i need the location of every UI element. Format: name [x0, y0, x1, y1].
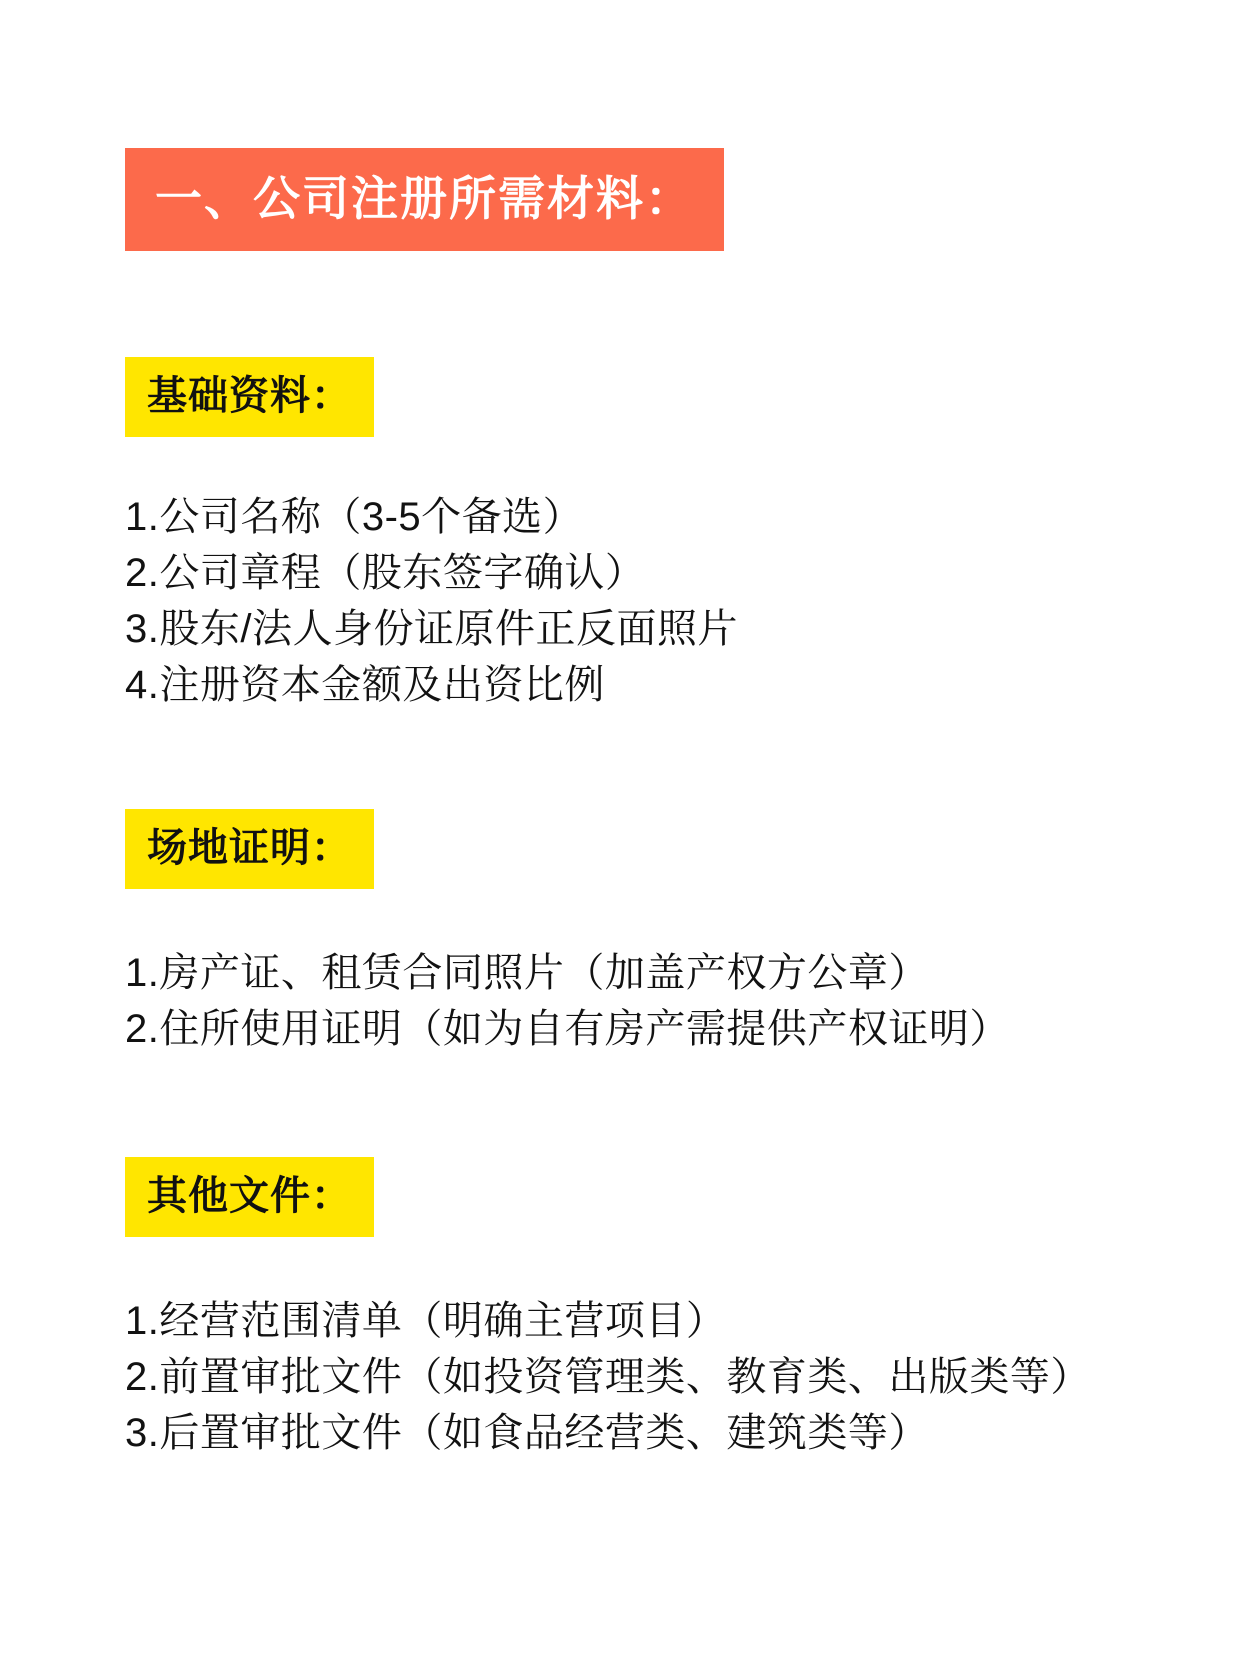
list-item: 1.公司名称（3-5个备选）	[125, 495, 584, 539]
list-item: 4.注册资本金额及出资比例	[125, 663, 605, 707]
list-other-documents	[125, 1293, 1117, 1461]
section-heading-other-documents: 其他文件：	[125, 1157, 374, 1237]
list-basic-materials	[125, 489, 1117, 713]
list-item: 2.公司章程（股东签字确认）	[125, 551, 646, 595]
section-basic-materials	[125, 251, 1117, 713]
section-heading-basic-materials: 基础资料：	[125, 357, 374, 437]
list-item: 2.住所使用证明（如为自有房产需提供产权证明）	[125, 1007, 1010, 1051]
list-site-proof	[125, 945, 1117, 1057]
list-item: 3.股东/法人身份证原件正反面照片	[125, 607, 738, 651]
page-title: 一、公司注册所需材料：	[125, 148, 724, 251]
list-item: 1.房产证、租赁合同照片（加盖产权方公章）	[125, 951, 929, 995]
section-heading-site-proof: 场地证明：	[125, 809, 374, 889]
section-other-documents	[125, 1057, 1117, 1461]
list-item: 3.后置审批文件（如食品经营类、建筑类等）	[125, 1411, 929, 1455]
list-item: 2.前置审批文件（如投资管理类、教育类、出版类等）	[125, 1355, 1091, 1399]
list-item: 1.经营范围清单（明确主营项目）	[125, 1299, 727, 1343]
section-site-proof	[125, 713, 1117, 1057]
